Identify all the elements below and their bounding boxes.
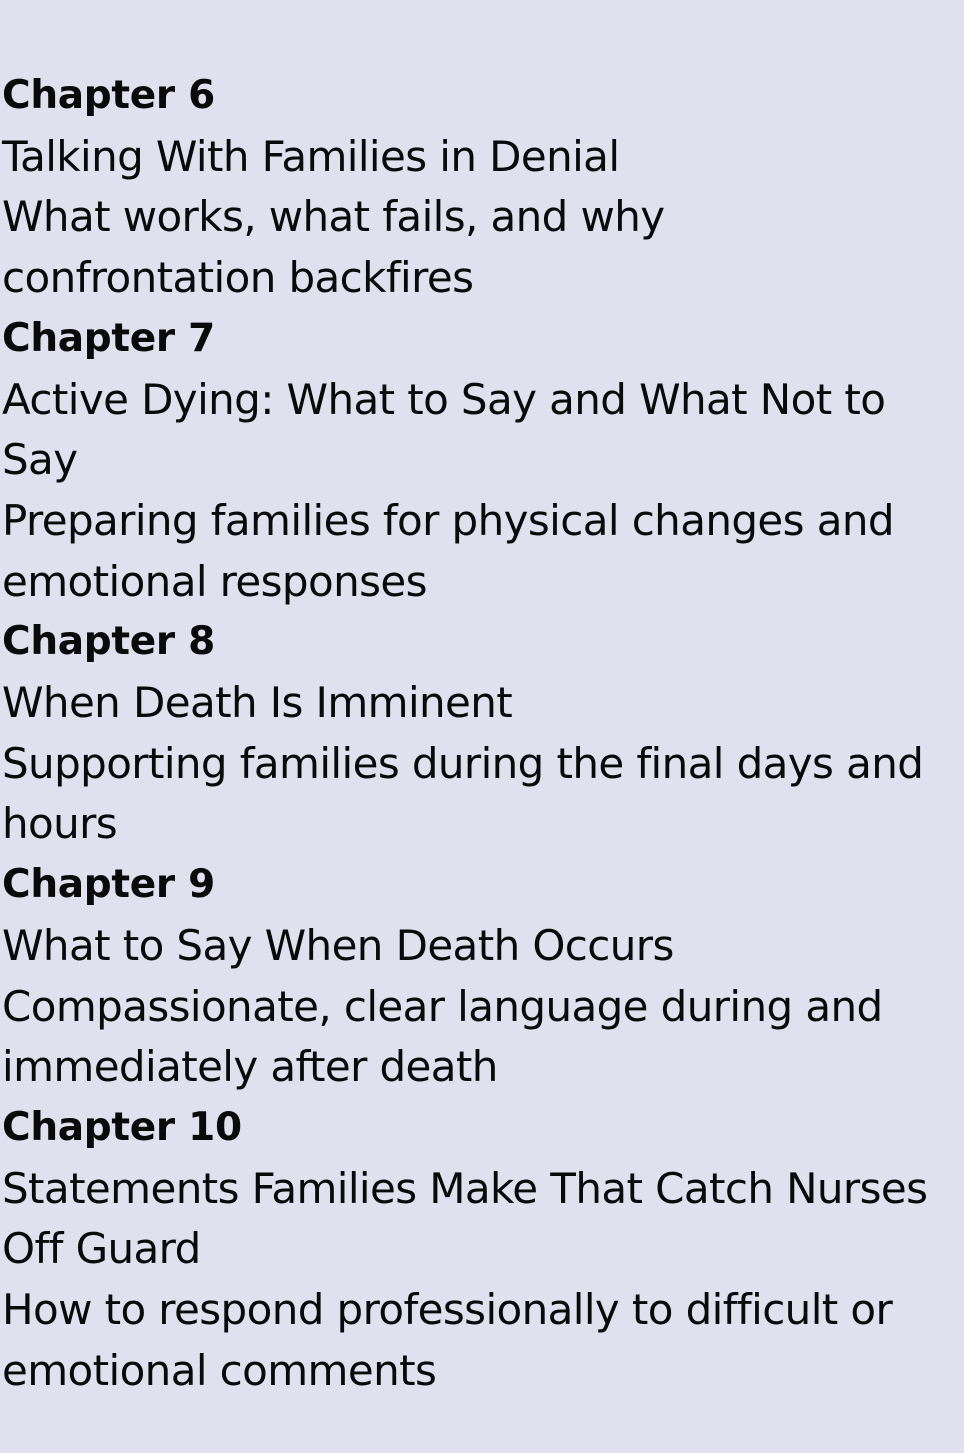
chapter-label: Chapter 6 <box>2 73 215 118</box>
chapter-10-entry <box>2 1098 964 1402</box>
chapter-title: When Death Is Imminent <box>2 678 513 728</box>
chapter-label: Chapter 8 <box>2 619 215 665</box>
chapter-description: confrontation backfires <box>2 253 474 303</box>
chapter-description: Preparing families for physical changes and <box>2 495 894 545</box>
chapter-description: Supporting families during the final days and <box>2 738 924 788</box>
chapter-title: Talking With Families in Denial <box>2 131 620 181</box>
chapter-description: emotional comments <box>2 1345 437 1395</box>
chapter-title: Active Dying: What to Say and What Not to <box>2 374 886 424</box>
chapter-title: Off Guard <box>2 1224 201 1274</box>
chapter-description: Compassionate, clear language during and <box>2 981 883 1031</box>
chapter-7-entry <box>2 309 964 613</box>
chapter-8-entry <box>2 612 964 855</box>
chapter-description: How to respond professionally to difficult or <box>2 1285 893 1335</box>
chapter-label: Chapter 9 <box>2 862 215 908</box>
chapter-title: Statements Families Make That Catch Nurses <box>2 1163 928 1213</box>
chapter-label: Chapter 7 <box>2 315 215 361</box>
chapter-title: Say <box>2 435 78 485</box>
chapter-description: hours <box>2 799 118 849</box>
chapter-label: Chapter 10 <box>2 1104 242 1150</box>
chapter-6-entry <box>2 66 964 309</box>
chapter-description: emotional responses <box>2 556 427 606</box>
chapter-9-entry <box>2 855 964 1098</box>
chapter-description: What works, what fails, and why <box>2 192 665 242</box>
chapter-description: immediately after death <box>2 1042 498 1092</box>
chapter-title: What to Say When Death Occurs <box>2 920 674 970</box>
